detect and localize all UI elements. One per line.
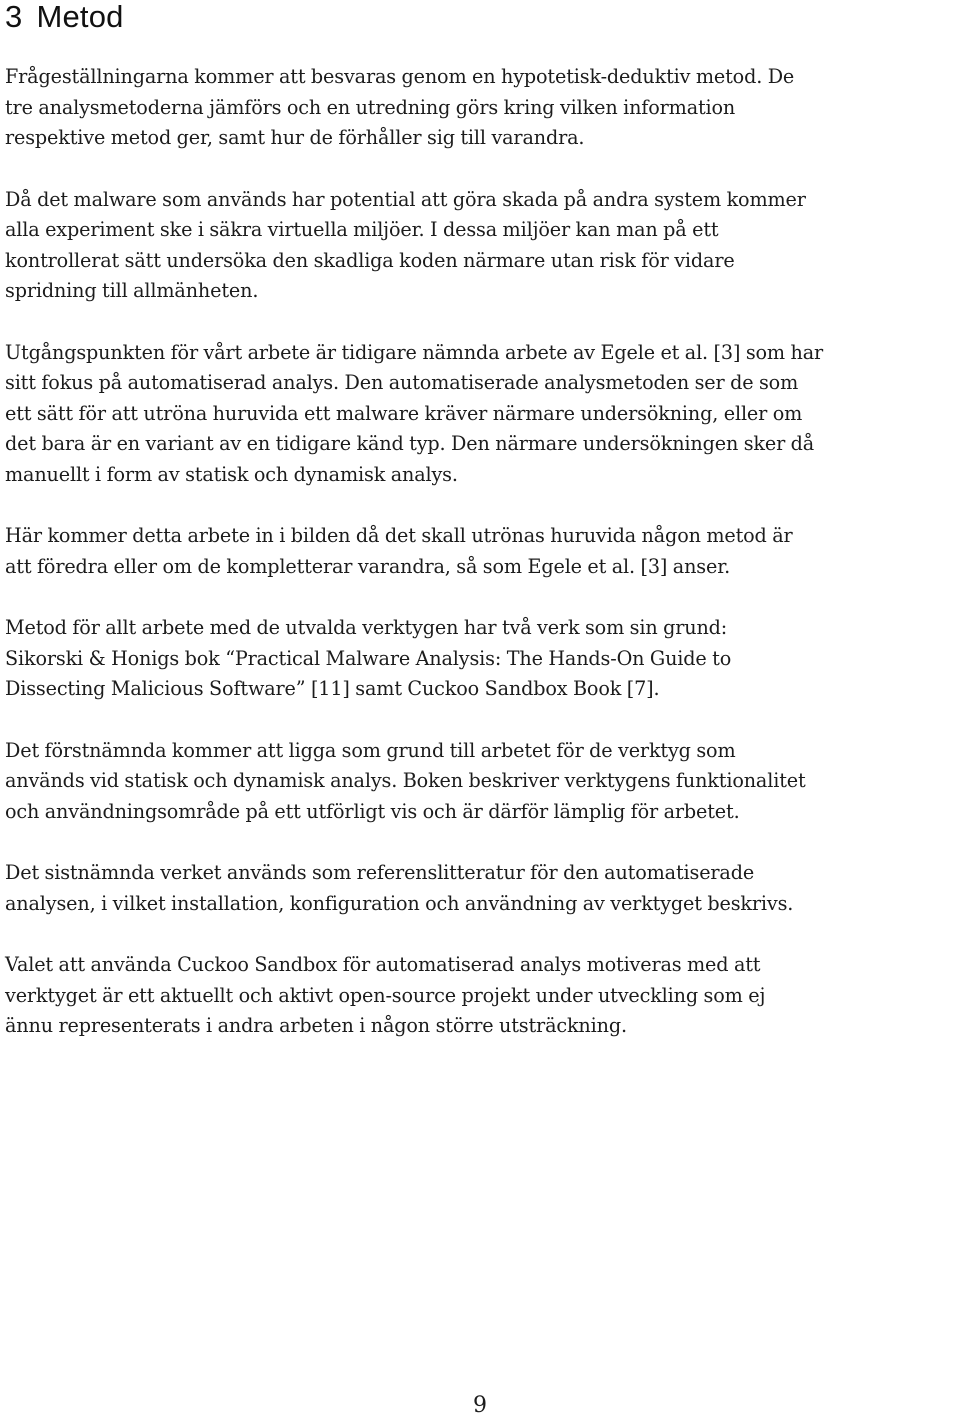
- text-line: Frågeställningarna kommer att besvaras genom en hypotetisk-deduktiv metod. De: [5, 65, 795, 88]
- text-line: Här kommer detta arbete in i bilden då det skall utrönas huruvida någon metod är: [5, 524, 793, 547]
- text-line: kontrollerat sätt undersöka den skadliga koden närmare utan risk för vidare: [5, 248, 735, 272]
- text-line: och användningsområde på ett utförligt vis och är därför lämplig för arbetet.: [5, 799, 740, 823]
- text-line: används vid statisk och dynamisk analys. Boken beskriver verktygens funktionalitet: [5, 769, 806, 792]
- text-line: sitt fokus på automatiserad analys. Den automatiserade analysmetoden ser de som: [5, 371, 799, 394]
- text-line: Valet att använda Cuckoo Sandbox för automatiserad analys motiveras med att: [5, 953, 761, 976]
- text-line: ännu representerats i andra arbeten i någon större utsträckning.: [5, 1014, 627, 1037]
- text-line: verktyget är ett aktuellt och aktivt open-source projekt under utveckling som ej: [5, 983, 766, 1007]
- paragraph: [5, 521, 957, 582]
- paragraph: [5, 613, 957, 705]
- text-line: alla experiment ske i säkra virtuella miljöer. I dessa miljöer kan man på ett: [5, 218, 719, 241]
- paragraph: [5, 950, 957, 1042]
- paragraph: [5, 338, 957, 491]
- paragraph: [5, 858, 957, 919]
- text-line: det bara är en variant av en tidigare känd typ. Den närmare undersökningen sker då: [5, 432, 815, 455]
- section-number: 3: [5, 0, 23, 34]
- text-line: Dissecting Malicious Software” [11] samt Cuckoo Sandbox Book [7].: [5, 677, 660, 700]
- text-line: manuellt i form av statisk och dynamisk analys.: [5, 462, 458, 486]
- text-line: respektive metod ger, samt hur de förhåller sig till varandra.: [5, 126, 585, 149]
- text-line: Utgångspunkten för vårt arbete är tidigare nämnda arbete av Egele et al. [3] som har: [5, 340, 824, 364]
- text-line: Då det malware som används har potential att göra skada på andra system kommer: [5, 187, 806, 211]
- text-line: analysen, i vilket installation, konfiguration och användning av verktyget beskrivs.: [5, 891, 794, 915]
- text-line: att föredra eller om de kompletterar varandra, så som Egele et al. [3] anser.: [5, 554, 731, 578]
- document-page: [5, 0, 957, 1037]
- section-body: [5, 62, 957, 1073]
- section-heading: [5, 0, 957, 38]
- paragraph: [5, 62, 957, 154]
- text-line: Det sistnämnda verket används som referenslitteratur för den automatiserade: [5, 861, 755, 884]
- text-line: ett sätt för att utröna huruvida ett malware kräver närmare undersökning, eller om: [5, 401, 803, 425]
- paragraph: [5, 736, 957, 828]
- paragraph: [5, 185, 957, 307]
- section-title: Metod: [36, 0, 124, 34]
- text-line: spridning till allmänheten.: [5, 279, 259, 302]
- text-line: Metod för allt arbete med de utvalda verktygen har två verk som sin grund:: [5, 616, 728, 639]
- page-number: 9: [473, 1393, 487, 1418]
- text-line: Sikorski & Honigs bok “Practical Malware Analysis: The Hands-On Guide to: [5, 646, 732, 670]
- text-line: Det förstnämnda kommer att ligga som grund till arbetet för de verktyg som: [5, 738, 736, 762]
- text-line: tre analysmetoderna jämförs och en utredning görs kring vilken information: [5, 95, 736, 119]
